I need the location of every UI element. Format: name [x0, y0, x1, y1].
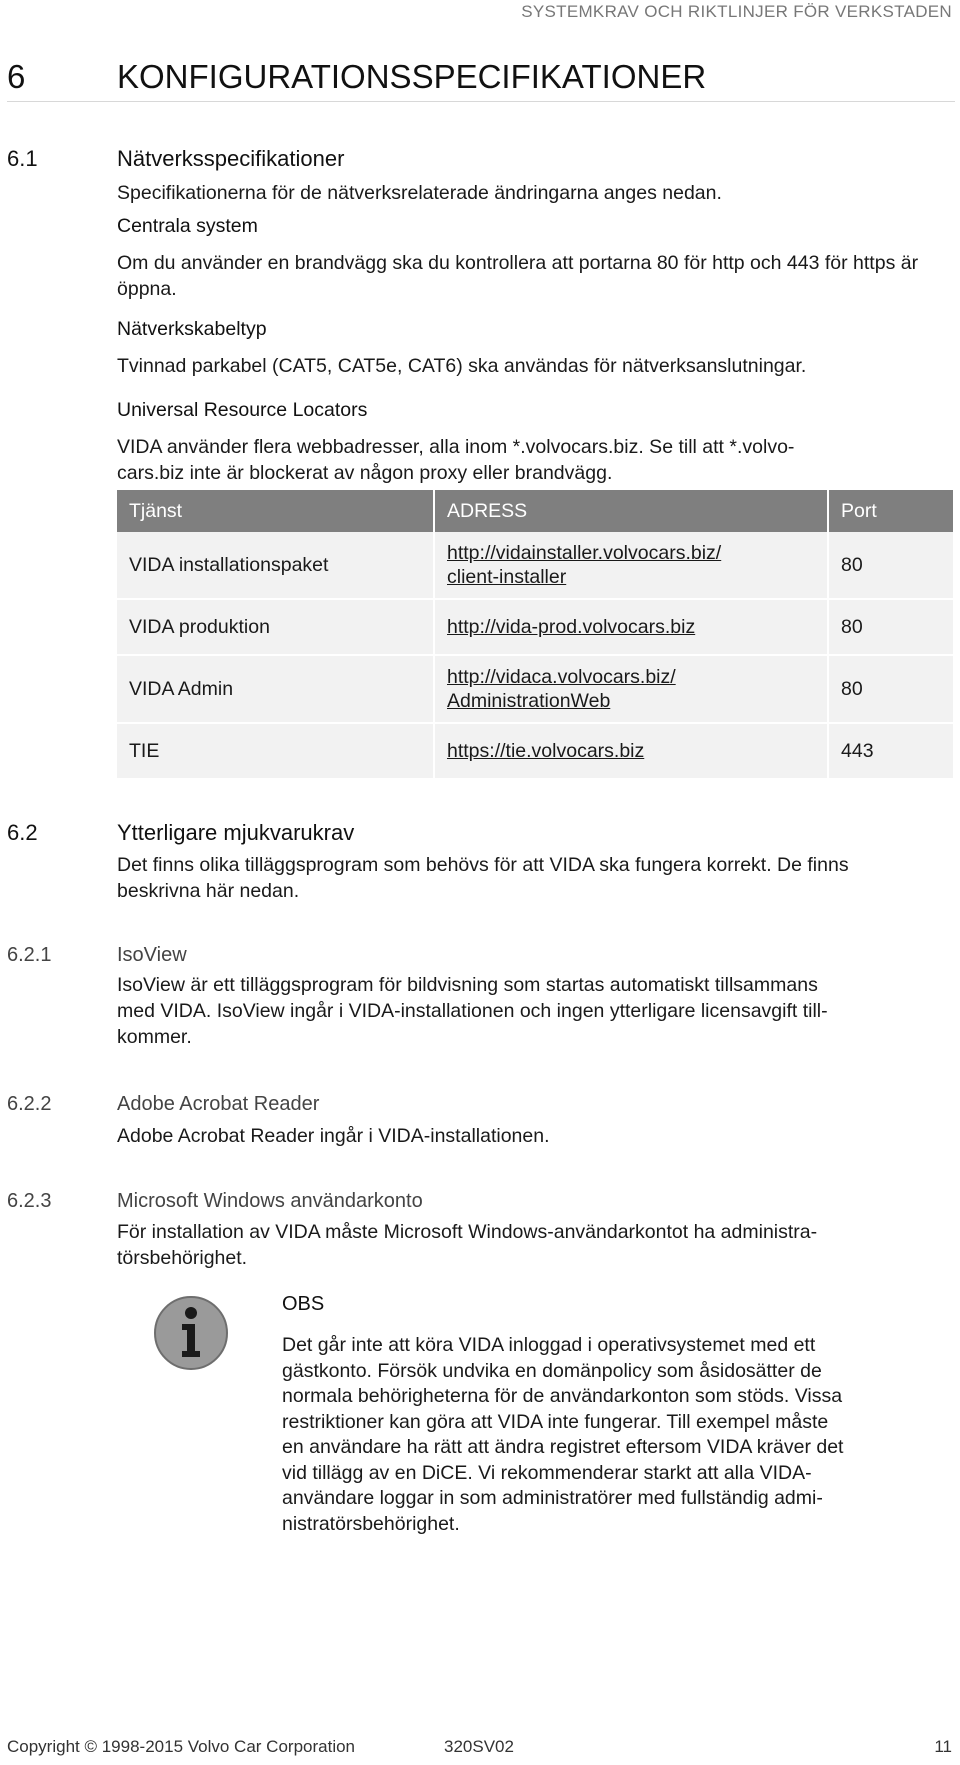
section-6-2-2-text: Adobe Acrobat Reader ingår i VIDA-installationen. — [117, 1125, 550, 1147]
address-link[interactable] — [434, 532, 828, 599]
section-title-6-2-1: IsoView — [117, 944, 187, 966]
section-title-6-2: Ytterligare mjukvarukrav — [117, 820, 355, 845]
chapter-divider — [7, 101, 955, 102]
url-text-line-1: VIDA använder flera webbadresser, alla inom *.volvocars.biz. Se till att *.volvo- — [117, 436, 795, 458]
footer-copyright: Copyright © 1998-2015 Volvo Car Corporation — [7, 1737, 356, 1756]
section-6-1-intro: Specifikationerna för de nätverksrelaterade ändringarna anges nedan. — [117, 182, 722, 204]
isoview-line-3: kommer. — [117, 1026, 192, 1048]
footer-doc-id: 320SV02 — [444, 1737, 514, 1756]
section-6-2-1-text — [117, 972, 947, 1050]
section-title-6-2-3: Microsoft Windows användarkonto — [117, 1190, 423, 1212]
chapter-title: KONFIGURATIONSSPECIFIKATIONER — [117, 58, 707, 95]
port-cell: 80 — [828, 599, 953, 655]
table-row — [117, 599, 953, 655]
central-systems-text: Om du använder en brandvägg ska du kontrollera att portarna 80 för http och 443 för https är öppna. — [117, 252, 919, 300]
service-cell: TIE — [117, 723, 434, 779]
note-line: vid tillägg av en DiCE. Vi rekommenderar starkt att alla VIDA- — [282, 1461, 812, 1484]
address-line-2[interactable]: client-installer — [447, 566, 567, 588]
address-link[interactable]: http://vida-prod.volvocars.biz — [434, 599, 828, 655]
chapter-number: 6 — [7, 58, 26, 95]
note-line: restriktioner kan göra att VIDA inte fungerar. Till exempel måste — [282, 1410, 829, 1433]
address-line-1[interactable]: http://vidainstaller.volvocars.biz/ — [447, 542, 722, 564]
port-cell: 443 — [828, 723, 953, 779]
note-line: Det går inte att köra VIDA inloggad i operativsystemet med ett — [282, 1334, 816, 1356]
note-line: gästkonto. Försök undvika en domänpolicy som åsidosätter de — [282, 1359, 822, 1382]
section-number-6-2: 6.2 — [7, 820, 38, 845]
info-icon — [153, 1295, 229, 1371]
table-row — [117, 655, 953, 723]
port-cell: 80 — [828, 532, 953, 599]
isoview-line-1: IsoView är ett tilläggsprogram för bildvisning som startas automatiskt tillsammans — [117, 974, 818, 996]
note-line: en användare ha rätt att ändra registret eftersom VIDA kräver det — [282, 1436, 844, 1458]
footer-page-number: 11 — [934, 1737, 952, 1756]
table-header-row — [117, 490, 953, 532]
subheading-url: Universal Resource Locators — [117, 399, 368, 421]
section-number-6-2-1: 6.2.1 — [7, 944, 52, 966]
service-cell: VIDA Admin — [117, 655, 434, 723]
section-number-6-2-2: 6.2.2 — [7, 1093, 52, 1115]
network-cable-text: Tvinnad parkabel (CAT5, CAT5e, CAT6) ska användas för nätverksanslutningar. — [117, 355, 807, 377]
table-row — [117, 723, 953, 779]
note-text — [282, 1333, 942, 1537]
subheading-network-cable: Nätverkskabeltyp — [117, 318, 267, 340]
section-6-2-3-text — [117, 1219, 947, 1271]
section-6-2-line-2: beskrivna här nedan. — [117, 880, 300, 902]
section-6-2-text — [117, 852, 947, 904]
section-title-6-2-2: Adobe Acrobat Reader — [117, 1093, 320, 1115]
note-line: nistratörsbehörighet. — [282, 1512, 460, 1535]
section-number-6-2-3: 6.2.3 — [7, 1190, 52, 1212]
chapter-heading — [7, 58, 706, 96]
header-service: Tjänst — [117, 490, 434, 532]
isoview-line-2: med VIDA. IsoView ingår i VIDA-installationen och ingen ytterligare licensavgift till- — [117, 1000, 828, 1022]
section-number-6-1: 6.1 — [7, 146, 38, 171]
header-port: Port — [828, 490, 953, 532]
header-address: ADRESS — [434, 490, 828, 532]
address-line-2[interactable]: AdministrationWeb — [447, 690, 611, 712]
port-cell: 80 — [828, 655, 953, 723]
windows-account-line-1: För installation av VIDA måste Microsoft Windows-användarkontot ha administra- — [117, 1221, 818, 1243]
address-link[interactable] — [434, 655, 828, 723]
subheading-central-systems: Centrala system — [117, 215, 258, 237]
table-row — [117, 532, 953, 599]
note-line: normala behörigheterna för de användarkonton som stöds. Vissa — [282, 1385, 843, 1407]
section-title-6-1: Nätverksspecifikationer — [117, 146, 345, 171]
note-title: OBS — [282, 1293, 325, 1315]
services-table — [117, 490, 953, 780]
url-text — [117, 434, 947, 486]
address-link[interactable]: https://tie.volvocars.biz — [434, 723, 828, 779]
windows-account-line-2: törsbehörighet. — [117, 1247, 248, 1269]
service-cell: VIDA produktion — [117, 599, 434, 655]
service-cell: VIDA installationspaket — [117, 532, 434, 599]
url-text-line-2: cars.biz inte är blockerat av någon proxy eller brandvägg. — [117, 462, 613, 484]
section-6-2-line-1: Det finns olika tilläggsprogram som behövs för att VIDA ska fungera korrekt. De finns — [117, 854, 849, 876]
address-line-1[interactable]: http://vidaca.volvocars.biz/ — [447, 666, 676, 688]
running-header: SYSTEMKRAV OCH RIKTLINJER FÖR VERKSTADEN — [521, 2, 952, 21]
note-line: användare loggar in som administratörer med fullständig admi- — [282, 1487, 823, 1509]
